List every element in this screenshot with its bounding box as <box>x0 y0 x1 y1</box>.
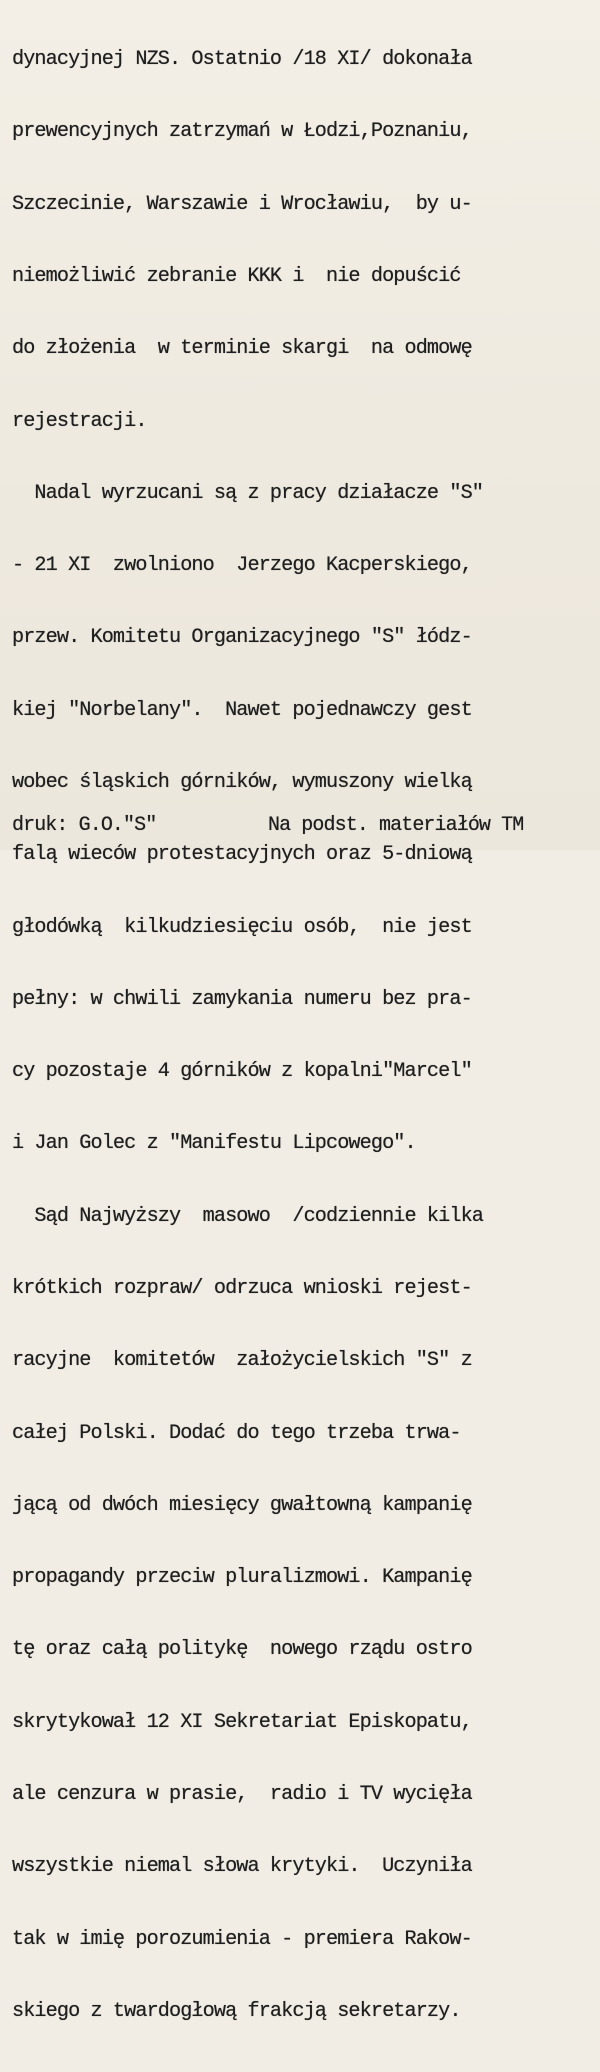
text-line: prewencyjnych zatrzymań w Łodzi,Poznaniu, <box>12 120 472 144</box>
text-line: do złożenia w terminie skargi na odmowę <box>12 337 472 361</box>
text-line: propagandy przeciw pluralizmowi. Kampanię <box>12 1566 472 1590</box>
text-line: Sąd Najwyższy masowo /codziennie kilka <box>12 1204 484 1228</box>
text-line: i Jan Golec z "Manifestu Lipcowego". <box>12 1132 416 1156</box>
text-line: pełny: w chwili zamykania numeru bez pra- <box>12 987 472 1011</box>
text-line: racyjne komitetów założycielskich "S" z <box>12 1349 472 1373</box>
text-line: rejestracji. <box>12 409 147 433</box>
text-line: niemożliwić zebranie KKK i nie dopuścić <box>12 265 461 289</box>
text-line: - 21 XI zwolniono Jerzego Kacperskiego, <box>12 554 472 578</box>
text-line: głodówką kilkudziesięciu osób, nie jest <box>12 915 472 939</box>
text-line: jącą od dwóch miesięcy gwałtowną kampanię <box>12 1493 472 1517</box>
text-line: wobec śląskich górników, wymuszony wielką <box>12 771 472 794</box>
text-line: Szczecinie, Warszawie i Wrocławiu, by u- <box>12 192 472 216</box>
text-line: skiego z twardogłową frakcją sekretarzy. <box>12 1999 461 2023</box>
text-line: Nadal wyrzucani są z pracy działacze "S" <box>12 481 484 505</box>
text-line: całej Polski. Dodać do tego trzeba trwa- <box>12 1421 461 1445</box>
footer <box>12 814 596 910</box>
text-line: ale cenzura w prasie, radio i TV wycięła <box>12 1782 472 1806</box>
text-line: dynacyjnej NZS. Ostatnio /18 XI/ dokonała <box>12 48 472 72</box>
text-line: tę oraz całą politykę nowego rządu ostro <box>12 1638 472 1662</box>
text-line: przew. Komitetu Organizacyjnego "S" łódz- <box>12 626 472 650</box>
text-line: krótkich rozpraw/ odrzuca wnioski rejest- <box>12 1276 472 1300</box>
text-line: skrytykował 12 XI Sekretariat Episkopatu, <box>12 1710 472 1734</box>
text-line: tak w imię porozumienia - premiera Rakow- <box>12 1927 472 1951</box>
text-line: cy pozostaje 4 górników z kopalni"Marcel" <box>12 1060 472 1084</box>
print-credit: druk: G.O."S" <box>12 814 157 837</box>
text-line: falą wieców protestacyjnych oraz 5-dniową <box>12 843 472 867</box>
source-note: Na podst. materiałów TM <box>268 814 524 837</box>
article-body <box>12 0 596 2072</box>
text-line: wszystkie niemal słowa krytyki. Uczyniła <box>12 1855 472 1879</box>
text-line: kiej "Norbelany". Nawet pojednawczy gest <box>12 698 472 722</box>
